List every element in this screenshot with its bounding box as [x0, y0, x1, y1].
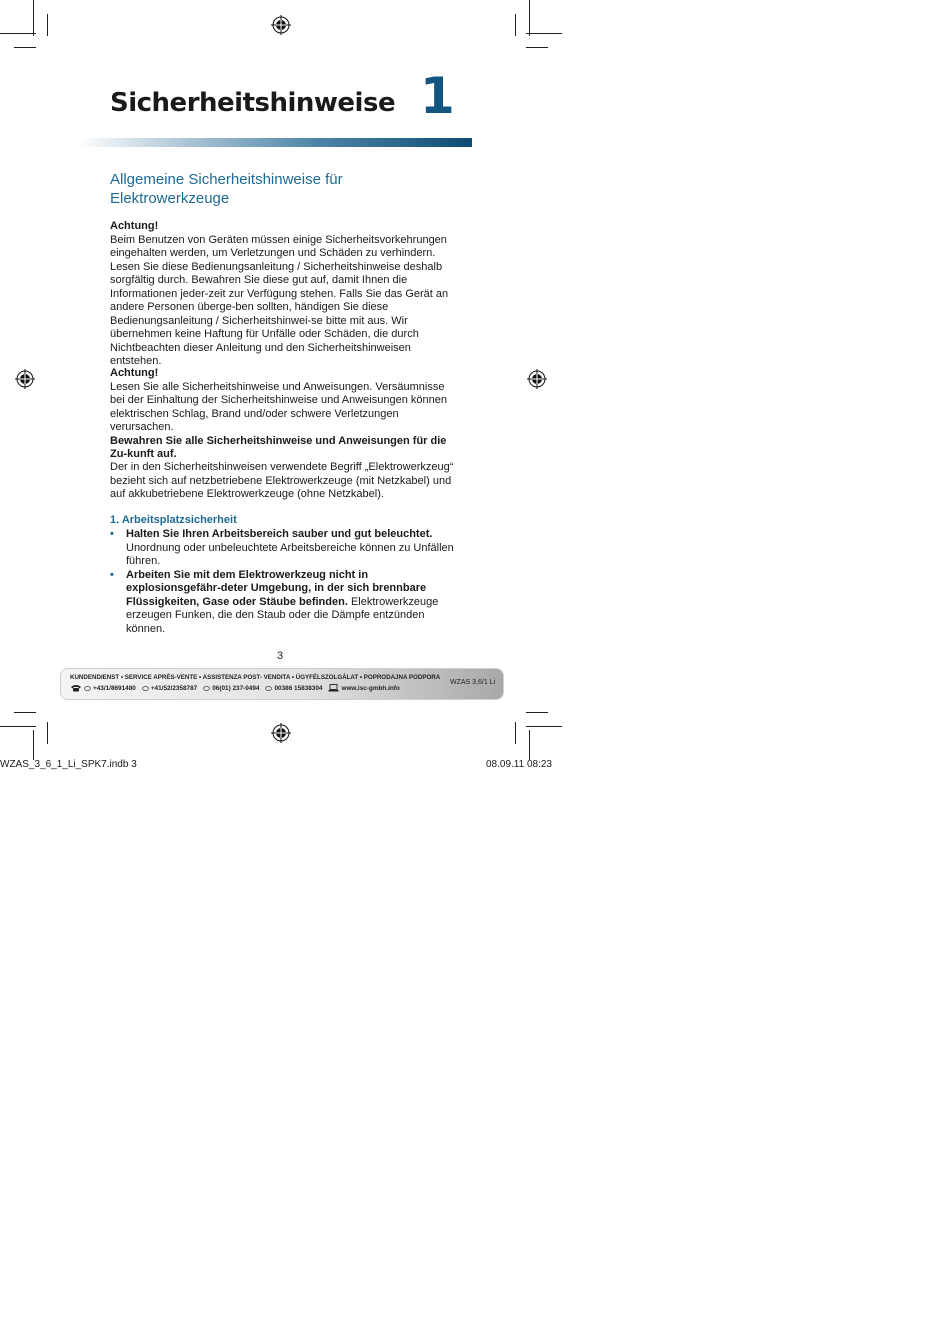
phone-small-icon [203, 686, 210, 691]
crop-mark [47, 722, 48, 744]
telephone-icon [70, 684, 82, 692]
service-languages: KUNDENDIENST • SERVICE APRÈS-VENTE • ASSISTENZA POST- VENDITA • ÜGYFÉLSZOLGÁLAT • POPRODAJNA PODPORA [70, 674, 441, 681]
crop-mark [529, 730, 530, 760]
contact-switzerland: +41/52/2358787 [142, 685, 197, 692]
page-number: 3 [277, 650, 284, 662]
crop-mark [14, 712, 36, 713]
crop-mark [529, 0, 530, 36]
gradient-rule [78, 138, 472, 147]
list-item-text: Unordnung oder unbeleuchtete Arbeitsbereiche können zu Unfällen führen. [126, 541, 454, 567]
workplace-heading: 1. Arbeitsplatzsicherheit [110, 514, 237, 526]
registration-mark-icon [15, 369, 35, 389]
workplace-list [110, 528, 455, 636]
warning-bold-text: Bewahren Sie alle Sicherheitshinweise und Anweisungen für die Zu-kunft auf. [110, 434, 447, 460]
warning-label: Achtung! [110, 220, 159, 232]
registration-mark-icon [271, 15, 291, 35]
crop-mark [14, 47, 36, 48]
crop-mark [526, 33, 562, 34]
service-contacts [70, 684, 400, 692]
list-item [110, 528, 455, 569]
bullet-icon: • [110, 568, 114, 581]
crop-mark [33, 0, 34, 36]
laptop-icon [328, 684, 339, 692]
crop-mark [526, 726, 562, 727]
warning-paragraph-2 [110, 367, 455, 462]
list-item [110, 569, 455, 637]
contact-hungary: 06(01) 237-0494 [203, 685, 259, 692]
crop-mark [515, 722, 516, 744]
bullet-icon: • [110, 528, 114, 540]
phone-small-icon [265, 686, 272, 691]
warning-text: Beim Benutzen von Geräten müssen einige Sicherheitsvorkehrungen eingehalten werden, um Verletzungen und Schäden zu verhindern. Lesen Sie diese Bedienungsanleitung / Sicherheitshinweise deshalb sorgfältig durch. Bewahren Sie diese gut auf, damit Ihnen die Informationen jeder-zeit zur Verfügung stehen. Falls Sie das Gerät an andere Personen überge-ben sollten, händigen Sie diese Bedienungsanleitung / Sicherheitshinwei-se bitte mit aus. Wir übernehmen keine Haftung für Unfälle oder Schäden, die durch Nichtbeachten dieser Anleitung und den Sicherheitshinweisen entstehen. [110, 233, 449, 367]
warning-label: Achtung! [110, 367, 159, 379]
definition-text: Der in den Sicherheitshinweisen verwendete Begriff „Elektrowerkzeug“ bezieht sich auf netzbetriebene Elektrowerkzeuge (mit Netzkabel) und auf akkubetriebene Elektrowerkzeuge (ohne Netzkabel). [110, 461, 454, 500]
contact-slovenia: 00386 15838304 [265, 685, 322, 692]
model-label: WZAS 3,6/1 Li [450, 679, 496, 686]
crop-mark [526, 712, 548, 713]
slug-datetime: 08.09.11 08:23 [486, 759, 552, 770]
chapter-number: 1 [420, 67, 455, 125]
list-item-text: Elektrowerkzeuge erzeugen Funken, die den Staub oder die Dämpfe entzünden können. [126, 595, 439, 635]
crop-mark [515, 14, 516, 36]
phone-small-icon [84, 686, 91, 691]
list-item-bold: Arbeiten Sie mit dem Elektrowerkzeug nicht in explosionsgefähr-deter Umgebung, in der sich brennbare Flüssigkeiten, Gase oder Stäube befinden. [126, 568, 427, 608]
crop-mark [0, 33, 36, 34]
warning-text: Lesen Sie alle Sicherheitshinweise und Anweisungen. Versäumnisse bei der Einhaltung der Sicherheitshinweise und Anweisungen können elektrischen Schlag, Brand und/oder schwere Verletzungen verursachen. [110, 380, 447, 433]
warning-paragraph-1 [110, 220, 455, 369]
contact-website[interactable]: www.isc-gmbh.info [328, 684, 399, 692]
definition-paragraph [110, 461, 455, 502]
slug-filename: WZAS_3_6_1_Li_SPK7.indb 3 [0, 759, 137, 770]
crop-mark [526, 47, 548, 48]
crop-mark [33, 730, 34, 760]
section-heading: Allgemeine Sicherheitshinweise für Elektrowerkzeuge [110, 171, 343, 207]
crop-mark [47, 14, 48, 36]
phone-small-icon [142, 686, 149, 691]
page-title: Sicherheitshinweise [110, 88, 396, 118]
registration-mark-icon [527, 369, 547, 389]
crop-mark [0, 726, 36, 727]
list-item-bold: Halten Sie Ihren Arbeitsbereich sauber und gut beleuchtet. [126, 528, 433, 540]
registration-mark-icon [271, 723, 291, 743]
contact-austria: +43/1/8691480 [70, 684, 136, 692]
